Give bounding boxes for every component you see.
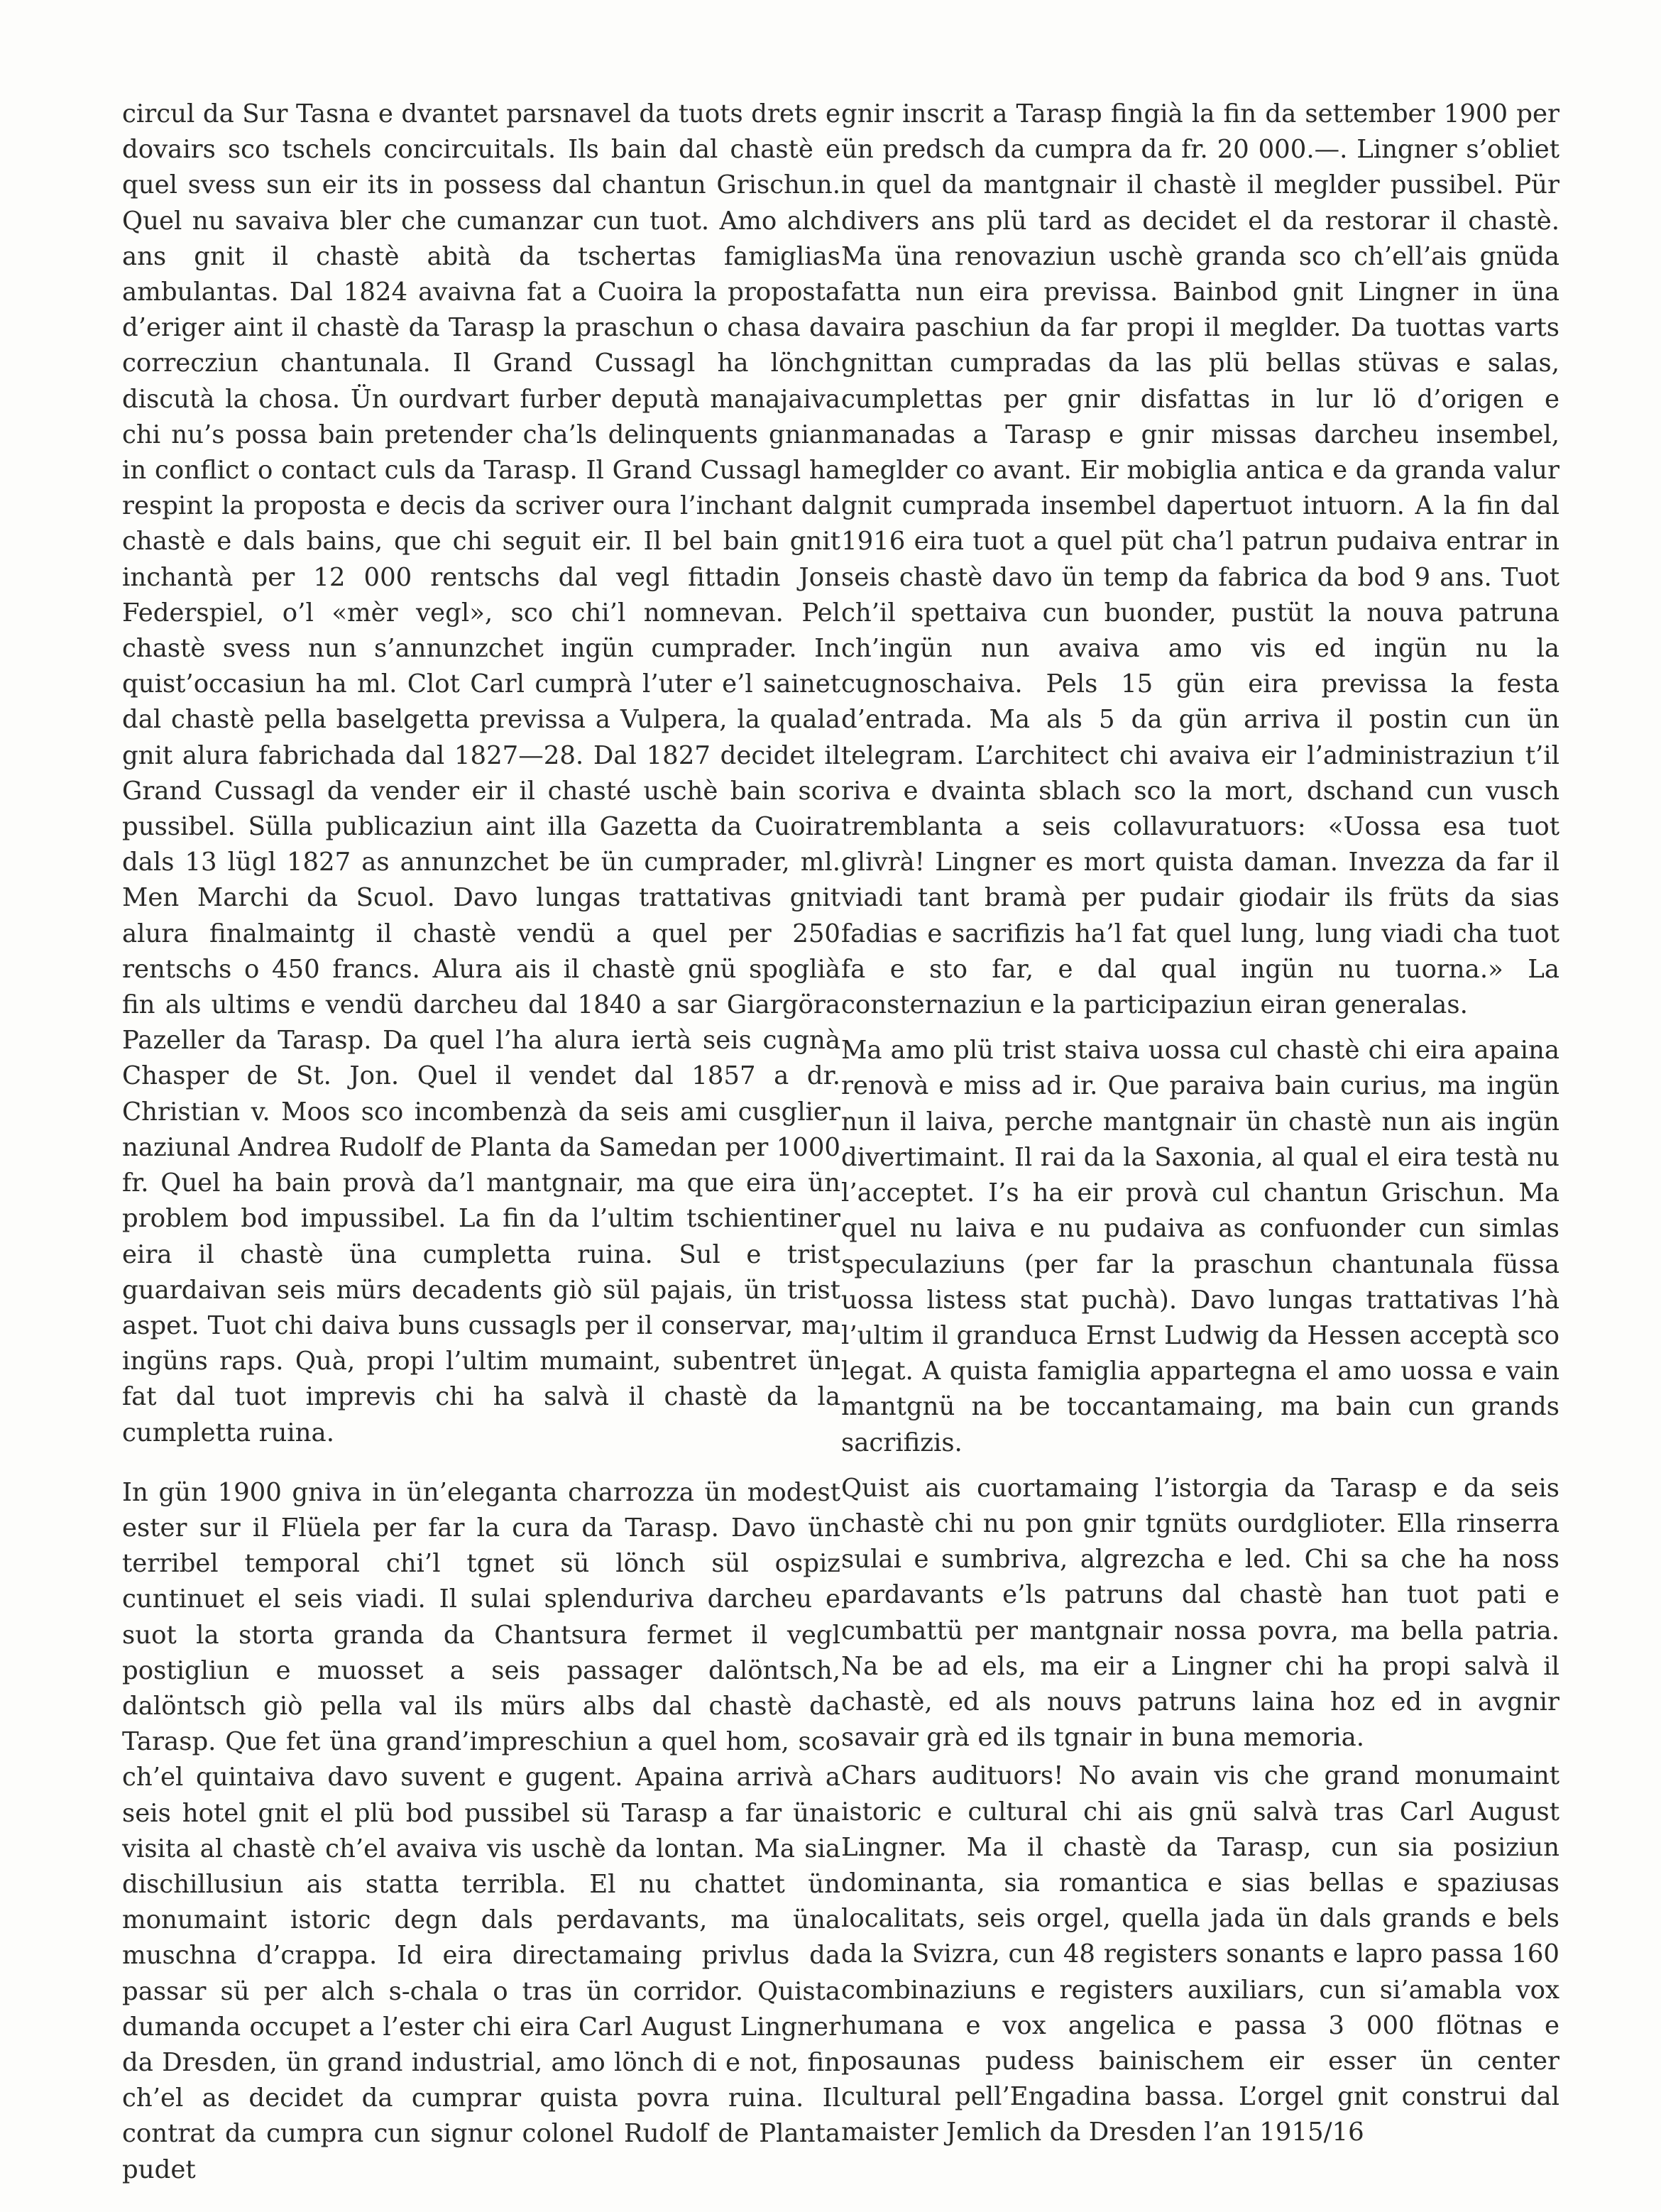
paragraph: Chars audituors! No avain vis che grand monumaint istoric e cultural chi ais gnü salvà tras Carl August Lingner. Ma il chastè da Tarasp, cun sia posiziun dominanta, sia romantica e sias bellas e spaziusas localitats, seis orgel, quella jada ün dals grands e bels da la Svizra, cun 48 registers sonants e lapro passa 160 combinaziuns e registers auxiliars, cun si’amabla vox humana e vox angelica e passa 3 000 flötnas e posaunas pudess bainischem eir esser ün center cultural pell’Engadina bassa. L’orgel gnit construi dal maister Jemlich da Dresden l’an 1915/16 xyxy=(841,1761,1559,2147)
paragraph: Quist ais cuortamaing l’istorgia da Tarasp e da seis chastè chi nu pon gnir tgnüts ourdglioter. Ella rinserra sulai e sumbriva, algrezcha e led. Chi sa che ha noss pardavants e’ls patruns dal chastè han tuot pati e cumbattü per mantgnair nossa povra, ma bella patria. Na be ad els, ma eir a Lingner chi ha propi salvà il chastè, ed als nouvs patruns laina hoz ed in avgnir savair grà ed ils tgnair in buna memoria. xyxy=(841,1473,1559,1753)
paragraph: Ma amo plü trist staiva uossa cul chastè chi eira apaina renovà e miss ad ir. Que paraiva bain curius, ma ingün nun il laiva, perche mantgnair ün chastè nun ais ingün divertimaint. Il rai da la Saxonia, al qual el eira testà nu l’acceptet. I’s ha eir provà cul chantun Grischun. Ma quel nu laiva e nu pudaiva as confuonder cun simlas speculaziuns (per far la praschun chantunala füssa uossa listess stat puchà). Davo lungas trattativas l’hà l’ultim il granduca Ernst Ludwig da Hessen acceptà sco legat. A quista famiglia appartegna el amo uossa e vain mantgnü na be toccantamaing, ma bain cun grands sacrifizis. xyxy=(841,1036,1559,1457)
paragraph: In gün 1900 gniva in ün’eleganta charrozza ün modest ester sur il Flüela per far la cura da Tarasp. Davo ün terribel temporal chi’l tgnet sü lönch sül ospiz cuntinuet el seis viadi. Il sulai splenduriva darcheu e suot la storta granda da Chantsura fermet il vegl postigliun e muosset a seis passager dalöntsch, dalöntsch giò pella val ils mürs albs dal chastè da Tarasp. Que fet üna grand’impreschiun a quel hom, sco ch’el quintaiva davo suvent e gugent. Apaina arrivà a seis hotel gnit el plü bod pussibel sü Tarasp a far üna visita al chastè ch’el avaiva vis uschè da lontan. Ma sia dischillusiun ais statta terribla. El nu chattet ün monumaint istoric degn dals perdavants, ma üna muschna d’crappa. Id eira directamaing privlus da passar sü per alch s-chala o tras ün corridor. Quista dumanda occupet a l’ester chi eira Carl August Lingner da Dresden, ün grand industrial, amo lönch di e not, fin ch’el as decidet da cumprar quista povra ruina. Il contrat da cumpra cun signur colonel Rudolf de Planta pudet xyxy=(122,1477,840,2184)
paragraph: circul da Sur Tasna e dvantet parsnavel da tuots drets e dovairs sco tschels concircuitals. Ils bain dal chastè e quel svess sun eir its in possess dal chantun Grischun. Quel nu savaiva bler che cumanzar cun tuot. Amo alch ans gnit il chastè abità da tschertas famiglias ambulantas. Dal 1824 avaivna fat a Cuoira la proposta d’eriger aint il chastè da Tarasp la praschun o chasa da correcziun chantunala. Il Grand Cussagl ha lönch discutà la chosa. Ün ourdvart furber deputà manajaiva chi nu’s possa bain pretender cha’ls delinquents gnian in conflict o contact culs da Tarasp. Il Grand Cussagl ha respint la proposta e decis da scriver oura l’inchant dal chastè e dals bains, que chi seguit eir. Il bel bain gnit inchantà per 12 000 rentschs dal vegl fittadin Jon Federspiel, o’l «mèr vegl», sco chi’l nomnevan. Pel chastè svess nun s’annunzchet ingün cumprader. In quist’occasiun ha ml. Clot Carl cumprà l’uter e’l sainet dal chastè pella baselgetta previssa a Vulpera, la quala gnit alura fabrichada dal 1827—28. Dal 1827 decidet il Grand Cussagl da vender eir il chasté uschè bain sco pussibel. Süllа publicaziun aint illa Gazetta da Cuoira dals 13 lügl 1827 as annunzchet be ün cumprader, ml. Men Marchi da Scuol. Davo lungas trattativas gnit alura finalmaintg il chastè vendü a quel per 250 rentschs o 450 francs. Alura ais il chastè gnü spoglià fin als ultims e vendü darcheu dal 1840 a sar Giargöra Pazeller da Tarasp. Da quel l’ha alura iertà seis cugnà Chasper de St. Jon. Quel il vendet dal 1857 a dr. Christian v. Moos sco incombenzà da seis ami cusglier naziunal Andrea Rudolf de Planta da Samedan per 1000 fr. Quel ha bain provà da’l mantgnair, ma que eira ün problem bod impussibel. La fin da l’ultim tschientiner eira il chastè üna cumpletta ruina. Sul e trist guardaivan seis mürs decadents giò sül pajais, ün trist aspet. Tuot chi daiva buns cussagls per il conservar, ma ingüns raps. Quà, propi l’ultim mumaint, subentret ün fat dal tuot imprevis chi ha salvà il chastè da la cumpletta ruina. xyxy=(122,99,840,1447)
right-column xyxy=(841,97,1559,2175)
left-column xyxy=(122,97,840,2212)
paragraph: gnir inscrit a Tarasp fingià la fin da settember 1900 per ün predsch da cumpra da fr. 20 000.—. Lingner s’obliet in quel da mantgnair il chastè il meglder pussibel. Pür divers ans plü tard as decidet el da restorar il chastè. Ma üna renovaziun uschè granda sco ch’ell’ais gnüda fatta nun eira previssa. Bainbod gnit Lingner in üna vaira paschiun da far propi il meglder. Da tuottas varts gnittan cumpradas da las plü bellas stüvas e salas, cumplettas per gnir disfattas in lur lö d’origen e manadas a Tarasp e gnir missas darcheu insembel, meglder co avant. Eir mobiglia antica e da granda valur gnit cumprada insembel dapertuot intuorn. A la fin dal 1916 eira tuot a quel püt cha’l patrun pudaiva entrar in seis chastè davo ün temp da fabrica da bod 9 ans. Tuot ch’il spettaiva cun buonder, pustüt la nouva patruna ch’ingün nun avaiva amo vis ed ingün nu la cugnoschaiva. Pels 15 gün eira previssa la festa d’entrada. Ma als 5 da gün arriva il postin cun ün telegram. L’architect chi avaiva eir l’administraziun t’il riva e dvainta sblach sco la mort, dschand cun vusch tremblanta a seis collavuratuors: «Uossa esa tuot glivrà! Lingner es mort quista daman. Invezza da far il viadi tant bramà per pudair giodair ils früts da sias fadias e sacrifizis ha’l fat quel lung, lung viadi cha tuot fa e sto far, e dal qual ingün nu tuorna.» La consternaziun e la participaziun eiran generalas. xyxy=(841,99,1559,1020)
